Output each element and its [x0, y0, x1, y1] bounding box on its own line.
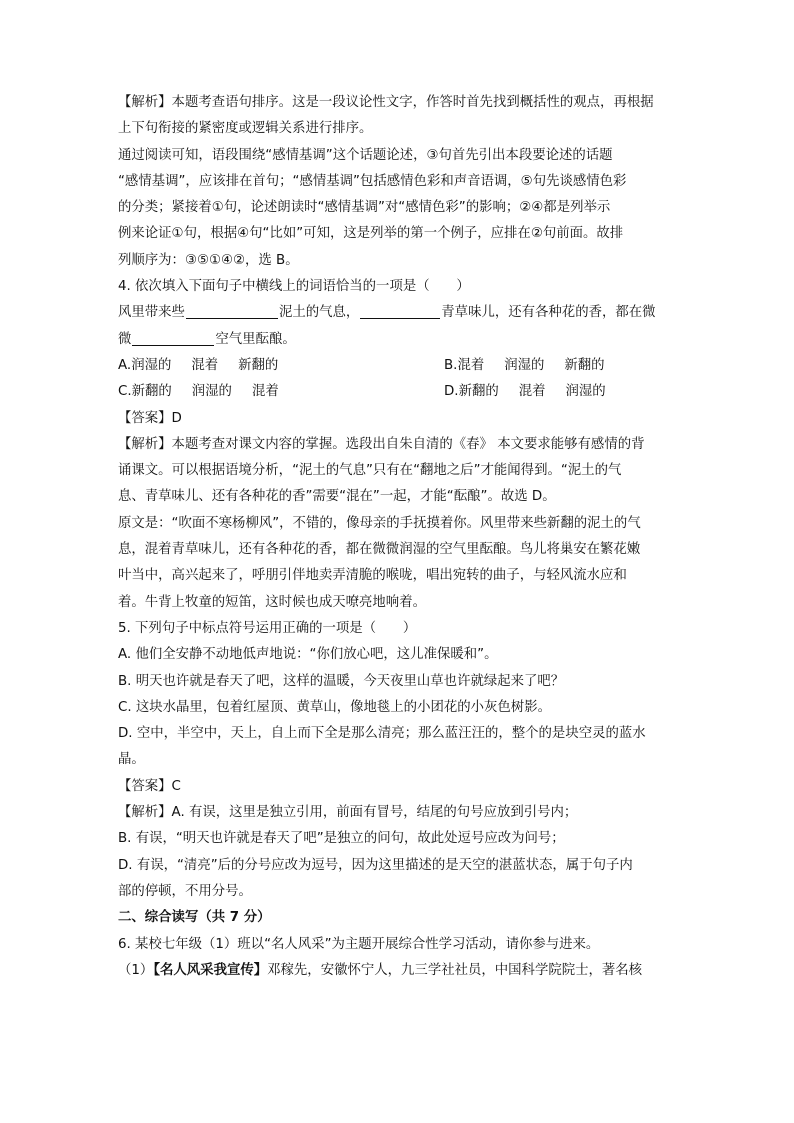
section-heading: 二、综合读写（共 7 分） [118, 910, 271, 926]
option-a: A.润湿的 混着 新翻的 [118, 357, 279, 373]
option-c: C.新翻的 润湿的 混着 [118, 384, 279, 400]
text-line: 【解析】本题考查语句排序。这是一段议论性文字，作答时首先找到概括性的观点，再根据 [118, 95, 654, 110]
fill-blank [132, 328, 214, 346]
option-d: D.新翻的 混着 润湿的 [444, 384, 606, 400]
sentence-text: 微 [118, 331, 132, 347]
analysis-line: 原文是：“吹面不寒杨柳风”，不错的，像母亲的手抚摸着你。风里带来些新翻的泥土的气 [118, 515, 641, 531]
analysis-line: 【解析】A. 有误，这里是独立引用，前面有冒号，结尾的句号应放到引号内； [118, 805, 578, 821]
option-b: B.混着 润湿的 新翻的 [444, 357, 605, 373]
text-line: 通过阅读可知，语段围绕“感情基调”这个话题论述，③句首先引出本段要论述的话题 [118, 147, 613, 163]
question-5-stem: 5. 下列句子中标点符号运用正确的一项是（ ） [118, 620, 417, 636]
fill-blank [186, 301, 278, 319]
question-5-option: 晶。 [118, 752, 145, 768]
question-5-option: A. 他们全安静不动地低声地说：“你们放心吧，这儿准保暖和”。 [118, 647, 498, 663]
task-label: 【名人风采我宣传】 [153, 962, 268, 978]
analysis-line: D. 有误，“清亮”后的分号应改为逗号，因为这里描述的是天空的湛蓝状态，属于句子内 [118, 857, 633, 873]
question-6-stem: 6. 某校七年级（1）班以“名人风采”为主题开展综合性学习活动，请你参与进来。 [118, 936, 600, 952]
text-line: 上下句衔接的紧密度或逻辑关系进行排序。 [118, 121, 373, 137]
analysis-line: 息、青草味儿、还有各种花的香”需要“混在”一起，才能“酝酿”。故选 D。 [118, 489, 556, 505]
text-line: 列顺序为：③⑤①④②，选 B。 [118, 252, 299, 268]
analysis-line: 着。牛背上牧童的短笛，这时候也成天嘹亮地响着。 [118, 594, 426, 610]
fill-blank [360, 301, 440, 319]
page-content [118, 90, 678, 984]
question-5-option: D. 空中，半空中，天上，自上而下全是那么清亮；那么蓝汪汪的，整个的是块空灵的蓝水 [118, 726, 646, 742]
sentence-text: 青草味儿，还有各种花的香，都在微 [441, 305, 656, 321]
analysis-line: 息，混着青草味儿，还有各种花的香，都在微微润湿的空气里酝酿。鸟儿将巢安在繁花嫩 [118, 542, 641, 558]
answer-line: 【答案】D [118, 410, 182, 426]
analysis-line: 叶当中，高兴起来了，呼朋引伴地卖弄清脆的喉咙，唱出宛转的曲子，与轻风流水应和 [118, 568, 627, 584]
sentence-text: 空气里酝酿。 [215, 331, 296, 347]
sentence-text: 泥土的气息， [278, 305, 360, 321]
sentence-text: 风里带来些 [118, 305, 185, 321]
question-4-sentence-cont [118, 327, 678, 353]
text-line: 例来论证①句，根据④句“比如”可知，这是列举的第一个例子，应排在②句前面。故排 [118, 226, 624, 242]
question-4-sentence [118, 300, 678, 326]
analysis-line: 【解析】本题考查对课文内容的掌握。选段出自朱自清的《春》 本文要求能够有感情的背 [118, 436, 645, 452]
analysis-line: 部的停顿，不用分号。 [118, 883, 252, 899]
question-6-1: （1）【名人风采我宣传】邓稼先，安徽怀宁人，九三学社社员，中国科学院院士，著名核 [118, 962, 643, 978]
text-line: “感情基调”，应该排在首句；“感情基调”包括感情色彩和声音语调，⑤句先谈感情色彩 [118, 173, 627, 189]
analysis-line: 诵课文。可以根据语境分析，“泥土的气息”只有在“翻地之后”才能闻得到。“泥土的气 [118, 463, 622, 479]
options-row [118, 379, 678, 405]
options-row [118, 353, 678, 379]
answer-line: 【答案】C [118, 778, 181, 794]
question-4-stem: 4. 依次填入下面句子中横线上的词语恰当的一项是（ ） [118, 279, 470, 295]
question-5-option: B. 明天也许就是春天了吧，这样的温暖，今天夜里山草也许就绿起来了吧？ [118, 673, 565, 689]
analysis-line: B. 有误，“明天也许就是春天了吧”是独立的问句，故此处逗号应改为问号； [118, 831, 565, 847]
question-5-option: C. 这块水晶里，包着红屋顶、黄草山，像地毯上的小团花的小灰色树影。 [118, 699, 551, 715]
text-line: 的分类；紧接着①句，论述朗读时“感情基调”对“感情色彩”的影响；②④都是列举示 [118, 200, 611, 216]
